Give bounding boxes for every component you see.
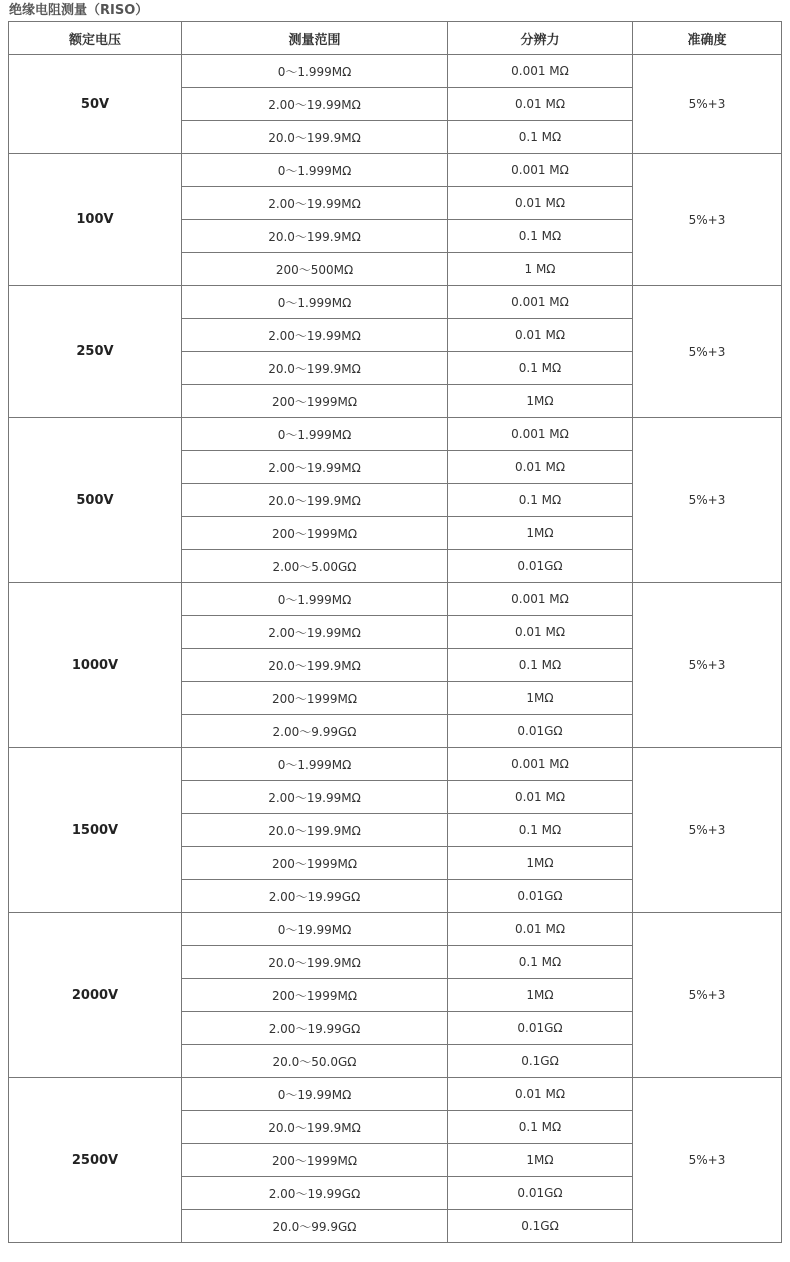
measurement-range-cell: 2.00～19.99MΩ <box>182 187 448 220</box>
resolution-cell: 0.1 MΩ <box>448 352 633 385</box>
resolution-cell: 0.01GΩ <box>448 715 633 748</box>
resolution-cell: 0.01 MΩ <box>448 781 633 814</box>
measurement-range-cell: 200～500MΩ <box>182 253 448 286</box>
accuracy-cell: 5%+3 <box>633 286 782 418</box>
resolution-cell: 1MΩ <box>448 517 633 550</box>
resolution-cell: 0.1GΩ <box>448 1045 633 1078</box>
resolution-cell: 1MΩ <box>448 1144 633 1177</box>
measurement-range-cell: 200～1999MΩ <box>182 517 448 550</box>
measurement-range-cell: 20.0～199.9MΩ <box>182 1111 448 1144</box>
rated-voltage-cell: 100V <box>9 154 182 286</box>
measurement-range-cell: 2.00～19.99MΩ <box>182 319 448 352</box>
table-body <box>9 55 782 1243</box>
resolution-cell: 0.1GΩ <box>448 1210 633 1243</box>
measurement-range-cell: 20.0～199.9MΩ <box>182 352 448 385</box>
measurement-range-cell: 20.0～199.9MΩ <box>182 946 448 979</box>
resolution-cell: 1MΩ <box>448 979 633 1012</box>
accuracy-cell: 5%+3 <box>633 913 782 1078</box>
resolution-cell: 0.01GΩ <box>448 1012 633 1045</box>
insulation-resistance-table <box>8 21 782 1243</box>
table-row <box>9 1078 782 1111</box>
measurement-range-cell: 2.00～19.99GΩ <box>182 1177 448 1210</box>
measurement-range-cell: 2.00～19.99MΩ <box>182 88 448 121</box>
accuracy-cell: 5%+3 <box>633 154 782 286</box>
resolution-cell: 0.01 MΩ <box>448 913 633 946</box>
resolution-cell: 1MΩ <box>448 385 633 418</box>
resolution-cell: 0.001 MΩ <box>448 286 633 319</box>
measurement-range-cell: 2.00～19.99MΩ <box>182 781 448 814</box>
resolution-cell: 0.1 MΩ <box>448 649 633 682</box>
measurement-range-cell: 200～1999MΩ <box>182 1144 448 1177</box>
measurement-range-cell: 0～19.99MΩ <box>182 913 448 946</box>
resolution-cell: 1MΩ <box>448 682 633 715</box>
resolution-cell: 0.001 MΩ <box>448 583 633 616</box>
table-row <box>9 286 782 319</box>
measurement-range-cell: 0～1.999MΩ <box>182 748 448 781</box>
header-resolution: 分辨力 <box>448 22 633 55</box>
measurement-range-cell: 20.0～199.9MΩ <box>182 814 448 847</box>
resolution-cell: 0.01 MΩ <box>448 187 633 220</box>
table-header-row <box>9 22 782 55</box>
rated-voltage-cell: 1500V <box>9 748 182 913</box>
measurement-range-cell: 2.00～19.99MΩ <box>182 616 448 649</box>
measurement-range-cell: 0～1.999MΩ <box>182 286 448 319</box>
resolution-cell: 0.001 MΩ <box>448 55 633 88</box>
resolution-cell: 0.001 MΩ <box>448 418 633 451</box>
resolution-cell: 0.01 MΩ <box>448 319 633 352</box>
measurement-range-cell: 200～1999MΩ <box>182 385 448 418</box>
measurement-range-cell: 200～1999MΩ <box>182 979 448 1012</box>
resolution-cell: 0.01 MΩ <box>448 1078 633 1111</box>
table-row <box>9 583 782 616</box>
resolution-cell: 0.01 MΩ <box>448 451 633 484</box>
measurement-range-cell: 20.0～99.9GΩ <box>182 1210 448 1243</box>
measurement-range-cell: 0～1.999MΩ <box>182 418 448 451</box>
measurement-range-cell: 200～1999MΩ <box>182 847 448 880</box>
table-row <box>9 154 782 187</box>
page-title: 绝缘电阻测量（RISO） <box>9 3 149 18</box>
measurement-range-cell: 200～1999MΩ <box>182 682 448 715</box>
measurement-range-cell: 2.00～19.99MΩ <box>182 451 448 484</box>
rated-voltage-cell: 500V <box>9 418 182 583</box>
accuracy-cell: 5%+3 <box>633 583 782 748</box>
table-row <box>9 748 782 781</box>
measurement-range-cell: 20.0～199.9MΩ <box>182 121 448 154</box>
resolution-cell: 0.01 MΩ <box>448 616 633 649</box>
rated-voltage-cell: 2500V <box>9 1078 182 1243</box>
measurement-range-cell: 2.00～5.00GΩ <box>182 550 448 583</box>
accuracy-cell: 5%+3 <box>633 1078 782 1243</box>
header-rated-voltage: 额定电压 <box>9 22 182 55</box>
accuracy-cell: 5%+3 <box>633 748 782 913</box>
resolution-cell: 1MΩ <box>448 847 633 880</box>
resolution-cell: 0.01GΩ <box>448 880 633 913</box>
rated-voltage-cell: 2000V <box>9 913 182 1078</box>
measurement-range-cell: 0～1.999MΩ <box>182 583 448 616</box>
accuracy-cell: 5%+3 <box>633 55 782 154</box>
rated-voltage-cell: 250V <box>9 286 182 418</box>
measurement-range-cell: 2.00～19.99GΩ <box>182 880 448 913</box>
measurement-range-cell: 0～1.999MΩ <box>182 154 448 187</box>
resolution-cell: 0.1 MΩ <box>448 121 633 154</box>
header-accuracy: 准确度 <box>633 22 782 55</box>
resolution-cell: 0.01GΩ <box>448 1177 633 1210</box>
measurement-range-cell: 2.00～19.99GΩ <box>182 1012 448 1045</box>
table-row <box>9 55 782 88</box>
measurement-range-cell: 20.0～199.9MΩ <box>182 220 448 253</box>
resolution-cell: 0.1 MΩ <box>448 220 633 253</box>
resolution-cell: 0.1 MΩ <box>448 814 633 847</box>
measurement-range-cell: 2.00～9.99GΩ <box>182 715 448 748</box>
measurement-range-cell: 20.0～199.9MΩ <box>182 649 448 682</box>
resolution-cell: 1 MΩ <box>448 253 633 286</box>
header-measurement-range: 测量范围 <box>182 22 448 55</box>
measurement-range-cell: 0～19.99MΩ <box>182 1078 448 1111</box>
resolution-cell: 0.01GΩ <box>448 550 633 583</box>
rated-voltage-cell: 50V <box>9 55 182 154</box>
resolution-cell: 0.1 MΩ <box>448 484 633 517</box>
accuracy-cell: 5%+3 <box>633 418 782 583</box>
measurement-range-cell: 20.0～199.9MΩ <box>182 484 448 517</box>
table-row <box>9 418 782 451</box>
measurement-range-cell: 20.0～50.0GΩ <box>182 1045 448 1078</box>
resolution-cell: 0.001 MΩ <box>448 154 633 187</box>
rated-voltage-cell: 1000V <box>9 583 182 748</box>
resolution-cell: 0.001 MΩ <box>448 748 633 781</box>
measurement-range-cell: 0～1.999MΩ <box>182 55 448 88</box>
resolution-cell: 0.1 MΩ <box>448 1111 633 1144</box>
resolution-cell: 0.01 MΩ <box>448 88 633 121</box>
table-row <box>9 913 782 946</box>
resolution-cell: 0.1 MΩ <box>448 946 633 979</box>
